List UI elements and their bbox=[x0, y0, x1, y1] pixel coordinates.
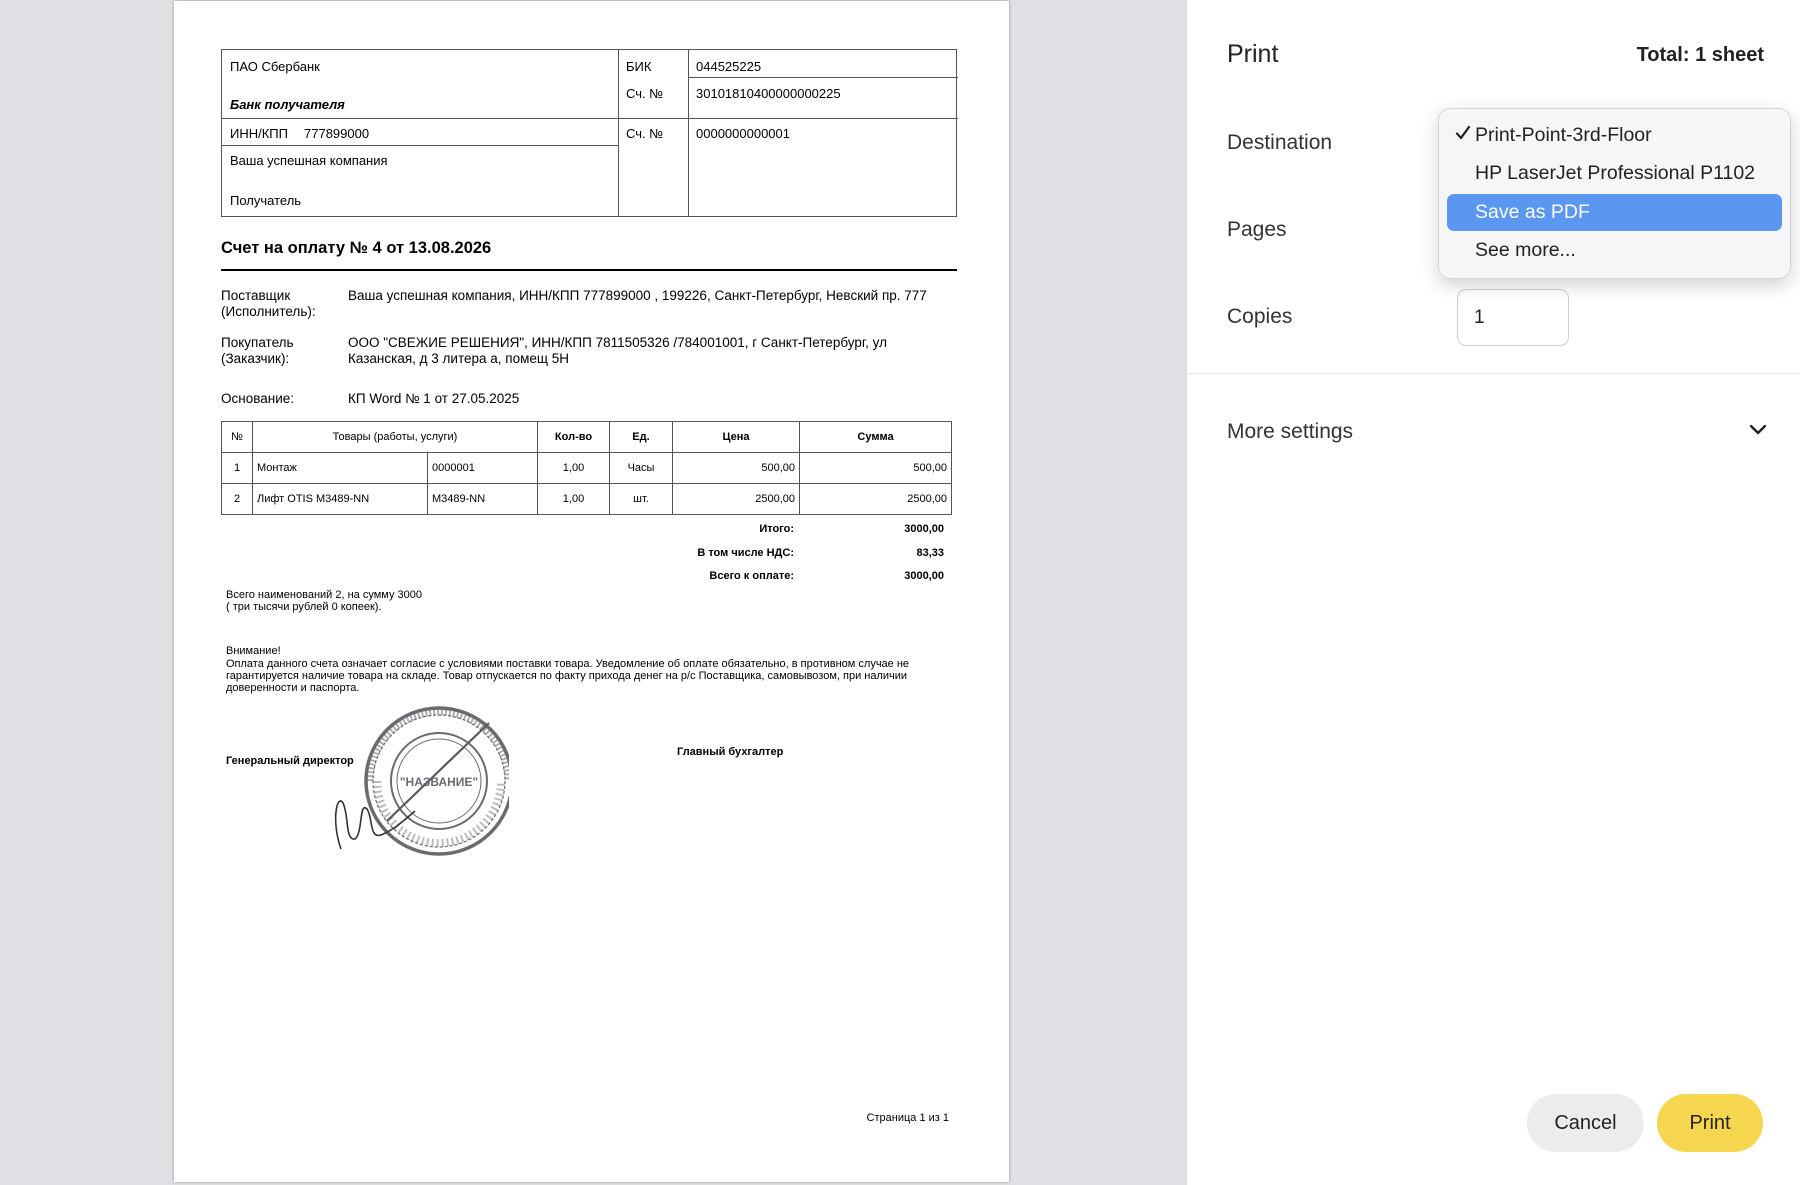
stamp-text: "НАЗВАНИЕ" bbox=[399, 775, 479, 789]
inn-value: 777899000 bbox=[304, 126, 370, 141]
option-label: Print-Point-3rd-Floor bbox=[1475, 124, 1652, 146]
option-label: Save as PDF bbox=[1475, 201, 1590, 223]
notice-line: гарантируется наличие товара на складе. Товар отпускается по факту прихода денег на р/с Поставщика, самовывозом, при наличии bbox=[226, 670, 908, 682]
signature-icon bbox=[329, 781, 419, 851]
invoice-title: Счет на оплату № 4 от 13.08.2026 bbox=[221, 239, 492, 257]
copies-input[interactable] bbox=[1457, 289, 1569, 346]
corr-account-label: Сч. № bbox=[626, 86, 664, 101]
bik-value: 044525225 bbox=[696, 59, 762, 74]
table-row bbox=[222, 484, 952, 515]
page-footer: Страница 1 из 1 bbox=[866, 1112, 949, 1124]
notice-line: доверенности и паспорта. bbox=[226, 682, 360, 694]
option-label: See more... bbox=[1475, 239, 1576, 261]
checkmark-icon bbox=[1455, 125, 1471, 141]
destination-label: Destination bbox=[1227, 131, 1333, 154]
vat-value: 83,33 bbox=[916, 547, 944, 559]
item-code: 0000001 bbox=[428, 453, 538, 484]
bank-details-table bbox=[221, 49, 957, 217]
supplier-label: Поставщик (Исполнитель): bbox=[221, 288, 316, 319]
col-header-price: Цена bbox=[673, 422, 800, 453]
cancel-button[interactable]: Cancel bbox=[1527, 1094, 1644, 1152]
bank-role: Банк получателя bbox=[230, 97, 345, 112]
title-divider bbox=[221, 269, 957, 271]
summary-line-2: ( три тысячи рублей 0 копеек). bbox=[226, 601, 382, 613]
more-settings-label: More settings bbox=[1227, 420, 1354, 443]
supplier-value: Ваша успешная компания, ИНН/КПП 777899000 , 199226, Санкт-Петербург, Невский пр. 777 bbox=[348, 288, 927, 303]
destination-option-save-as-pdf[interactable] bbox=[1447, 194, 1782, 231]
corr-account-value: 30101810400000000225 bbox=[696, 86, 841, 101]
notice-title: Внимание! bbox=[226, 645, 281, 657]
bank-name: ПАО Сбербанк bbox=[230, 59, 320, 74]
col-header-qty: Кол-во bbox=[538, 422, 610, 453]
col-header-goods: Товары (работы, услуги) bbox=[253, 422, 538, 453]
item-price: 500,00 bbox=[673, 453, 800, 484]
basis-value: КП Word № 1 от 27.05.2025 bbox=[348, 391, 520, 406]
total-sheets: Total: 1 sheet bbox=[1636, 44, 1764, 66]
panel-title: Print bbox=[1227, 40, 1279, 68]
section-divider bbox=[1187, 373, 1800, 374]
chevron-down-icon bbox=[1749, 424, 1767, 436]
copies-label: Copies bbox=[1227, 305, 1293, 328]
item-qty: 1,00 bbox=[538, 453, 610, 484]
destination-option-print-point[interactable] bbox=[1447, 117, 1782, 154]
item-name: Монтаж bbox=[253, 453, 428, 484]
more-settings-toggle[interactable] bbox=[1227, 416, 1767, 452]
pages-label: Pages bbox=[1227, 218, 1287, 241]
item-code: M3489-NN bbox=[428, 484, 538, 515]
col-header-number: № bbox=[222, 422, 253, 453]
print-button[interactable]: Print bbox=[1657, 1094, 1763, 1152]
col-header-unit: Ед. bbox=[610, 422, 673, 453]
option-label: HP LaserJet Professional P1102 bbox=[1475, 162, 1756, 184]
item-name: Лифт OTIS M3489-NN bbox=[253, 484, 428, 515]
destination-option-see-more[interactable] bbox=[1447, 232, 1782, 269]
item-price: 2500,00 bbox=[673, 484, 800, 515]
goods-table bbox=[221, 421, 952, 515]
director-label: Генеральный директор bbox=[226, 755, 354, 767]
buyer-label: Покупатель (Заказчик): bbox=[221, 335, 294, 366]
print-settings-panel bbox=[1187, 0, 1800, 1185]
destination-dropdown-menu bbox=[1438, 108, 1791, 279]
inn-label: ИНН/КПП bbox=[230, 126, 288, 141]
table-header-row bbox=[222, 422, 952, 453]
accountant-label: Главный бухгалтер bbox=[677, 746, 784, 758]
account-label: Сч. № bbox=[626, 126, 664, 141]
vat-label: В том числе НДС: bbox=[697, 547, 794, 559]
col-header-sum: Сумма bbox=[800, 422, 952, 453]
total-value: 3000,00 bbox=[904, 523, 944, 535]
table-row bbox=[222, 453, 952, 484]
item-unit: шт. bbox=[610, 484, 673, 515]
notice-line: Оплата данного счета означает согласие с условиями поставки товара. Уведомление об оплате обязательно, в противном случае не bbox=[226, 658, 910, 670]
total-label: Итого: bbox=[759, 523, 794, 535]
recipient-role: Получатель bbox=[230, 193, 302, 208]
company-name: Ваша успешная компания bbox=[230, 153, 388, 168]
preview-page bbox=[174, 1, 1009, 1182]
amount-due-value: 3000,00 bbox=[904, 570, 944, 582]
item-unit: Часы bbox=[610, 453, 673, 484]
account-value: 0000000000001 bbox=[696, 126, 790, 141]
row-number: 1 bbox=[222, 453, 253, 484]
basis-label: Основание: bbox=[221, 391, 294, 406]
row-number: 2 bbox=[222, 484, 253, 515]
amount-due-label: Всего к оплате: bbox=[709, 570, 794, 582]
summary-line-1: Всего наименований 2, на сумму 3000 bbox=[226, 589, 422, 601]
destination-option-hp-laserjet[interactable] bbox=[1447, 155, 1782, 192]
item-sum: 500,00 bbox=[800, 453, 952, 484]
buyer-value: ООО "СВЕЖИЕ РЕШЕНИЯ", ИНН/КПП 7811505326 /784001001, г Санкт-Петербург, ул Казанская, д 3 литера а, помещ 5Н bbox=[348, 335, 887, 366]
item-sum: 2500,00 bbox=[800, 484, 952, 515]
item-qty: 1,00 bbox=[538, 484, 610, 515]
bik-label: БИК bbox=[626, 59, 652, 74]
